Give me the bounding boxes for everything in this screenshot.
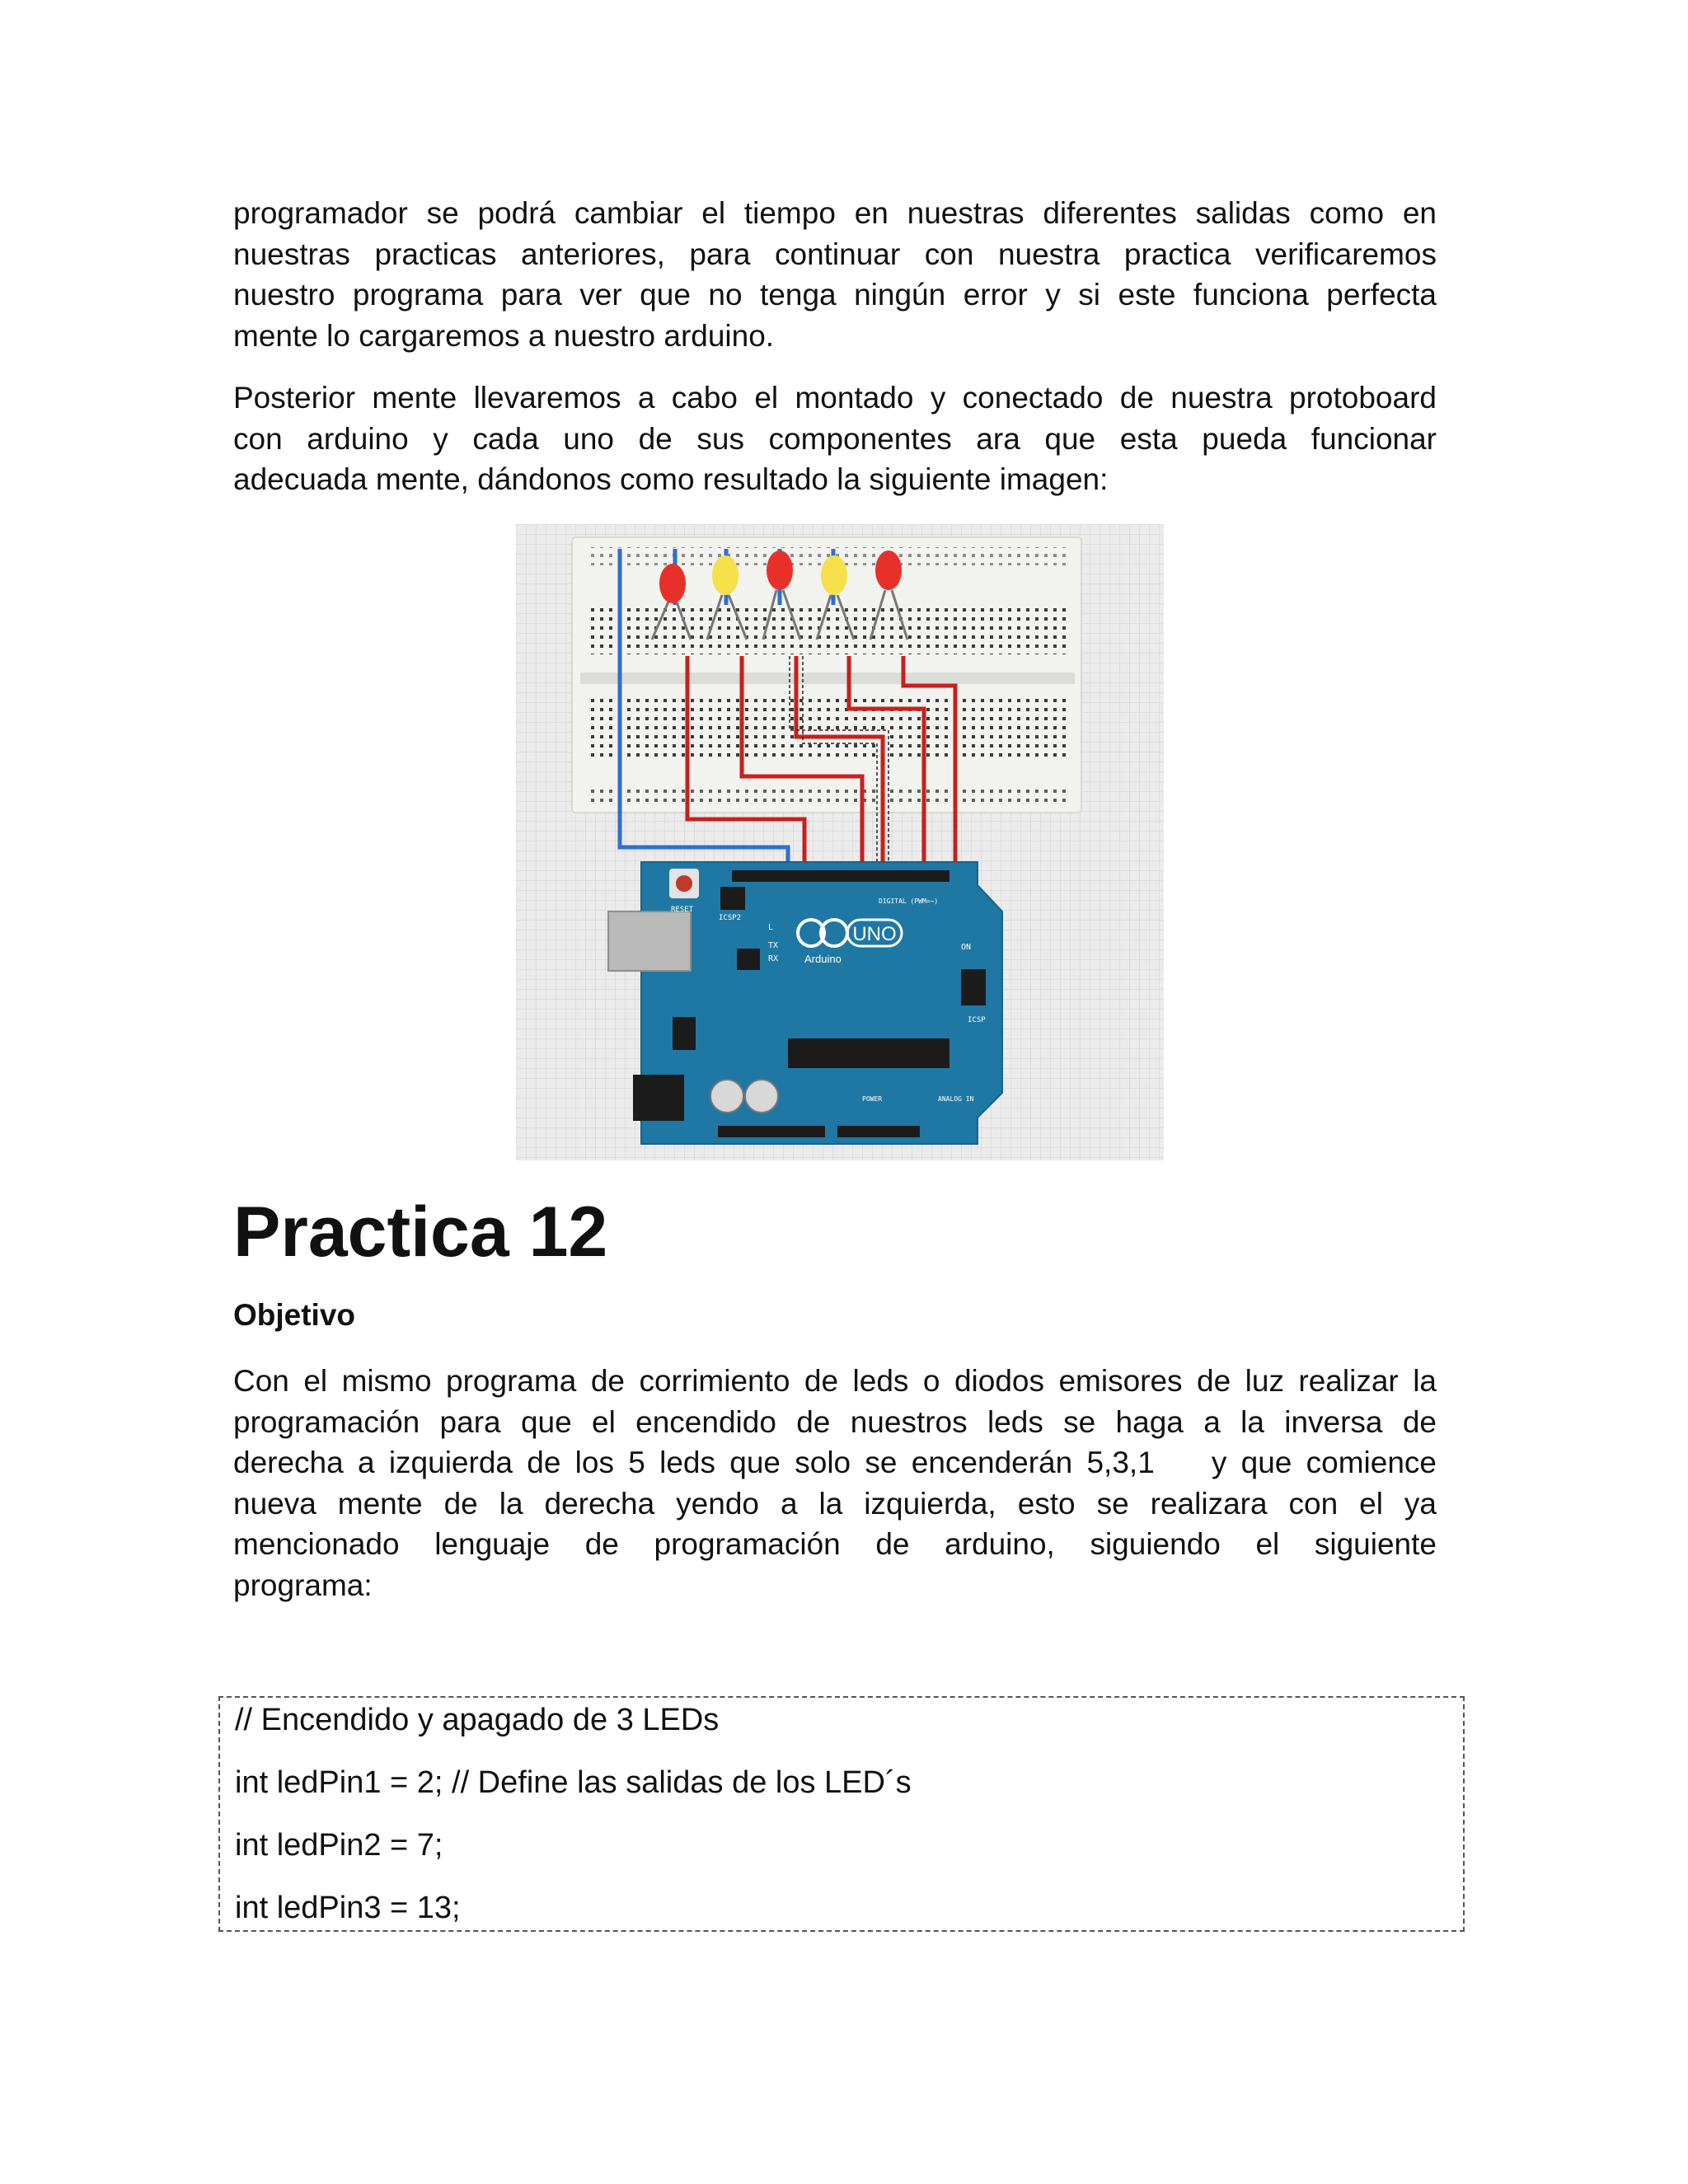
text-line: con arduino y cada uno de sus componentes ara que esta pueda funcionar <box>233 421 1437 456</box>
digital-label: DIGITAL (PWM=~) <box>879 898 939 905</box>
paragraph-intro <box>233 193 1437 356</box>
icsp-label: ICSP <box>968 1016 986 1024</box>
power-header <box>718 1126 825 1137</box>
code-line: int ledPin3 = 13; <box>235 1891 461 1925</box>
analog-header <box>837 1126 920 1137</box>
text-line: mente lo cargaremos a nuestro arduino. <box>233 318 775 353</box>
text-line: programa: <box>233 1568 373 1602</box>
code-line: int ledPin2 = 7; <box>235 1828 443 1863</box>
power-label: POWER <box>862 1095 883 1103</box>
text-line: programador se podrá cambiar el tiempo en nuestras diferentes salidas como en <box>233 196 1437 230</box>
code-line: // Encendido y apagado de 3 LEDs <box>235 1703 720 1737</box>
objective-heading: Objetivo <box>233 1298 356 1332</box>
digital-header <box>732 870 950 882</box>
code-box <box>218 1696 1465 1932</box>
brand-label: Arduino <box>804 953 842 965</box>
chip <box>788 1038 950 1068</box>
paragraph-assembly <box>233 377 1437 500</box>
circuit-diagram <box>516 524 1164 1160</box>
circuit-figure <box>516 524 1164 1160</box>
code-line: int ledPin1 = 2; // Define las salidas de los LED´s <box>235 1765 912 1800</box>
rx-label: RX <box>768 954 779 963</box>
tx-label: TX <box>768 941 779 950</box>
reset-label: RESET <box>671 906 694 914</box>
text-line: programación para que el encendido de nuestros leds se haga a la inversa de <box>233 1404 1437 1439</box>
icsp-header <box>961 969 986 1005</box>
text-line: adecuada mente, dándonos como resultado la siguiente imagen: <box>233 462 1109 496</box>
section-heading: Practica 12 <box>233 1193 608 1272</box>
l-label: L <box>768 923 774 932</box>
text-line: nuestras practicas anteriores, para continuar con nuestra practica verificaremos <box>233 237 1437 271</box>
text-line: nueva mente de la derecha yendo a la izquierda, esto se realizara con el ya <box>233 1486 1437 1521</box>
power-jack <box>633 1075 684 1121</box>
uno-logo: UNO <box>852 923 897 945</box>
usb-connector <box>608 912 691 971</box>
text-line: Posterior mente llevaremos a cabo el montado y conectado de nuestra protoboard <box>233 381 1437 415</box>
text-line: derecha a izquierda de los 5 leds que solo se encenderán 5,3,1 y que comience <box>233 1446 1437 1479</box>
icsp2-label: ICSP2 <box>719 914 742 922</box>
on-label: ON <box>961 943 972 952</box>
analog-label: ANALOG IN <box>938 1095 974 1103</box>
icsp2-header <box>720 887 745 910</box>
arduino-uno-board <box>608 862 1002 1144</box>
paragraph-objective <box>233 1361 1437 1605</box>
text-line: nuestro programa para ver que no tenga ningún error y si este funciona perfecta <box>233 278 1437 312</box>
text-line: mencionado lenguaje de programación de arduino, siguiendo el siguiente <box>233 1527 1437 1561</box>
text-line: Con el mismo programa de corrimiento de leds o diodos emisores de luz realizar la <box>233 1364 1437 1398</box>
